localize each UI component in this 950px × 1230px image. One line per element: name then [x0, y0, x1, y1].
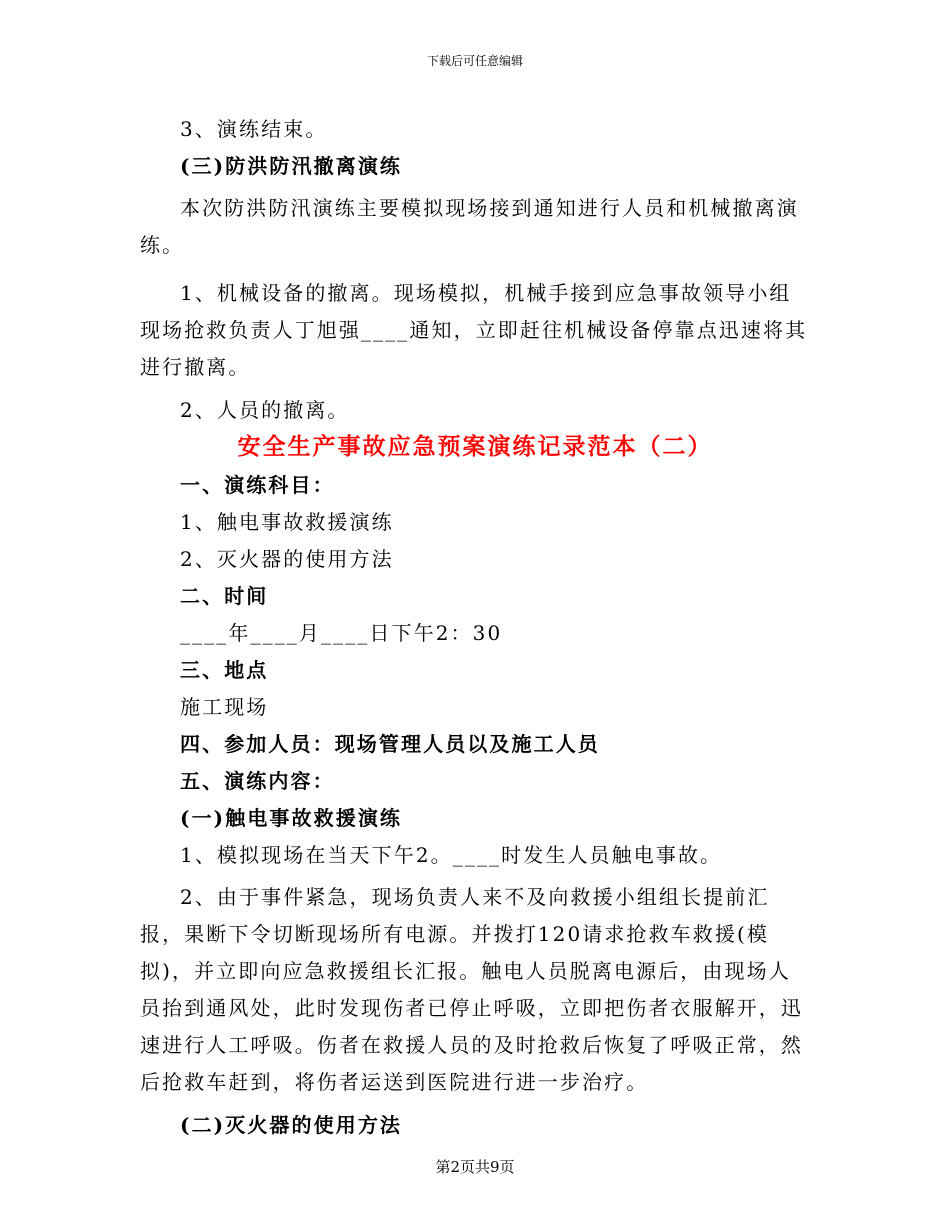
page-footer: 第2页共9页: [435, 1158, 515, 1176]
subsection-1-item-2: 2、由于事件紧急，现场负责人来不及向救援小组组长提前汇报，果断下令切断现场所有电源。并拨打120请求抢救车救援(模拟)，并立即向应急救援组长汇报。触电人员脱离电源后，由现场人员抬到通风处，此时发现伤者已停止呼吸，立即把伤者衣服解开，迅速进行人工呼吸。伤者在救援人员的及时抢救后恢复了呼吸正常，然后抢救车赶到，将伤者运送到医院进行进一步治疗。: [140, 884, 803, 1094]
subsection-1-item-2-block: [140, 873, 810, 1106]
page-header: 下载后可任意编辑: [426, 54, 523, 68]
section-3-heading: 三、地点: [180, 657, 269, 682]
section-1-item-2: 2、灭火器的使用方法: [180, 546, 394, 571]
section-4-heading: 四、参加人员：现场管理人员以及施工人员: [180, 731, 600, 756]
prev-item-1-block: [140, 269, 810, 391]
subsection-2-heading: (二)灭火器的使用方法: [180, 1112, 403, 1137]
prev-item-3: 3、演练结束。: [180, 116, 328, 141]
prev-item-2: 2、人员的撤离。: [180, 397, 350, 422]
section-2-value: ____年____月____日下午2：30: [180, 620, 503, 645]
section-1-heading: 一、演练科目：: [180, 472, 335, 497]
prev-heading-3: (三)防洪防汛撤离演练: [180, 153, 403, 178]
section-5-heading: 五、演练内容：: [180, 768, 335, 793]
document-title: 安全生产事故应急预案演练记录范本（二）: [237, 433, 713, 460]
subsection-1-heading: (一)触电事故救援演练: [180, 805, 403, 830]
prev-intro: 本次防洪防汛演练主要模拟现场接到通知进行人员和机械撤离演练。: [140, 195, 799, 257]
section-2-heading: 二、时间: [180, 583, 269, 608]
prev-item-1: 1、机械设备的撤离。现场模拟，机械手接到应急事故领导小组现场抢救负责人丁旭强____通知，立即赶往机械设备停靠点迅速将其进行撤离。: [140, 280, 808, 379]
prev-intro-block: [140, 184, 810, 269]
section-1-item-1: 1、触电事故救援演练: [180, 509, 394, 534]
subsection-1-item-1: 1、模拟现场在当天下午2。____时发生人员触电事故。: [180, 842, 723, 867]
section-3-value: 施工现场: [180, 694, 269, 719]
document-body: [140, 110, 810, 1143]
